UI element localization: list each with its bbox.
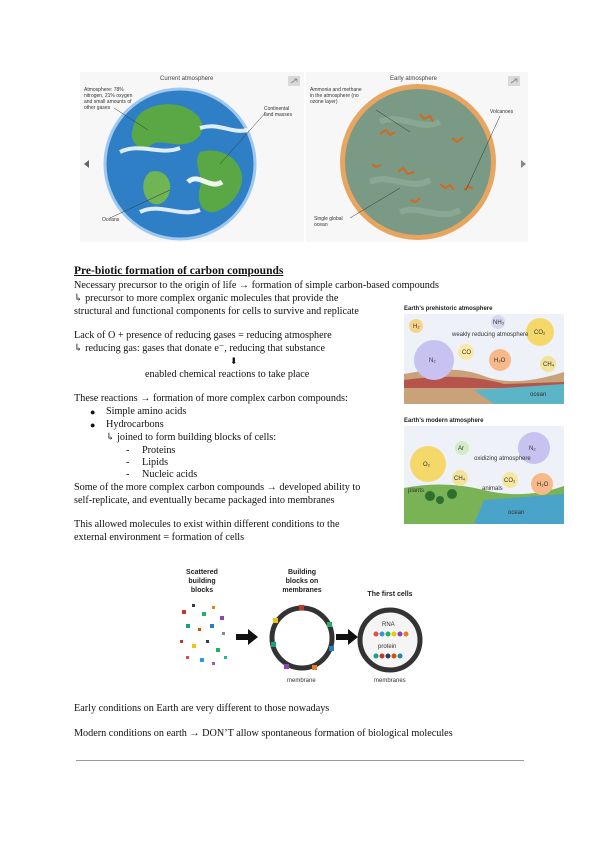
dash-item [126, 445, 176, 457]
gas-label: CH₄ [543, 362, 555, 368]
modern-atmosphere-figure [404, 426, 564, 524]
gas-label: H₂O [537, 482, 549, 488]
gas-label: CO [462, 350, 471, 356]
text-line: These reactions → formation of more complex carbon compounds: [74, 393, 348, 404]
volcanoes-label: Volcanoes [490, 109, 514, 115]
text-line: Some of the more complex carbon compounds → developed ability to [74, 482, 361, 493]
arrow-right-icon [236, 629, 258, 645]
text-line: external environment = formation of cells [74, 532, 245, 543]
scattered-blocks [180, 604, 227, 665]
gas-label: N₂ [529, 446, 536, 452]
text-line: Lack of O + presence of reducing gases = reducing atmosphere [74, 330, 332, 341]
bullet-text: Simple amino acids [106, 406, 187, 417]
text-line: This allowed molecules to exist within different conditions to the [74, 519, 340, 530]
text-line: self-replicate, and eventually became packaged into membranes [74, 495, 335, 506]
down-arrow-icon: ⬇ [230, 356, 238, 366]
dash-text: Nucleic acids [142, 469, 198, 480]
text-line: Necessary precursor to the origin of life → formation of simple carbon-based compounds [74, 280, 439, 291]
dash-icon: - [126, 469, 130, 480]
section-heading: Pre-biotic formation of carbon compounds [74, 265, 284, 277]
col1-line: building [188, 578, 216, 585]
gas-label: O₂ [423, 462, 430, 468]
col2-line: blocks on [285, 578, 319, 585]
rna-label: RNA [382, 622, 395, 628]
text-line: enabled chemical reactions to take place [145, 369, 310, 380]
divider [76, 760, 524, 761]
prehistoric-title: Earth's prehistoric atmosphere [404, 306, 493, 312]
bullet-icon: ● [90, 420, 96, 430]
nav-arrow-right-icon [521, 160, 526, 168]
col3-title: The first cells [367, 591, 413, 598]
gas-label: CH₄ [454, 476, 466, 482]
dash-icon: - [126, 445, 130, 456]
bullet-icon: ● [90, 407, 96, 417]
gas-label: Ar [458, 446, 464, 452]
text-line: Modern conditions on earth → DON’T allow spontaneous formation of biological molecules [74, 728, 453, 739]
text-line: structural and functional components for cells to survive and replicate [74, 306, 359, 317]
text-line: Early conditions on Earth are very different to those nowadays [74, 703, 330, 714]
dash-item [126, 469, 198, 481]
membrane-circle [272, 608, 332, 668]
col1-line: blocks [190, 587, 214, 594]
bullet-item [90, 406, 187, 419]
gas-label: CO₂ [504, 478, 516, 484]
membrane-label: membrane [287, 678, 316, 684]
gas-label: H₂ [413, 324, 420, 330]
modern-plants-label: plants [408, 488, 425, 494]
continental-land-label: Continental land masses [264, 106, 293, 118]
membranes-label: membranes [374, 678, 406, 684]
modern-animals-label: animals [482, 486, 503, 492]
arrow-right-icon [336, 629, 358, 645]
col2-line: membranes [282, 587, 322, 594]
col2-line: Building [288, 569, 316, 576]
nav-arrow-left-icon [84, 160, 89, 168]
current-atm-label: Atmosphere: 78% nitrogen, 21% oxygen and small amounts of other gases [84, 87, 133, 111]
modern-atm-label: oxidizing atmosphere [474, 456, 531, 462]
dash-icon: - [126, 457, 130, 468]
early-atm-label: Ammonia and methane in the atmosphere (no ozone layer) [310, 87, 362, 105]
dash-item [126, 457, 169, 469]
gas-label: H₂O [494, 358, 506, 364]
bullet-item [90, 419, 164, 432]
gas-label: CO₂ [534, 330, 546, 336]
prehistoric-atmosphere-figure [404, 314, 564, 404]
text-line: ↳ reducing gas: gases that donate e⁻, reducing that substance [74, 343, 325, 354]
single-global-ocean-label: Single global ocean [314, 216, 343, 228]
modern-ocean-label: ocean [508, 510, 525, 516]
prehistoric-ocean-label: ocean [530, 392, 547, 398]
oceans-label: Oceans [102, 217, 120, 223]
first-cells-figure [172, 562, 432, 692]
first-cell-circle [360, 610, 420, 670]
col1-line: Scattered [186, 569, 218, 576]
bullet-text: Hydrocarbons [106, 419, 164, 430]
protein-label: protein [378, 644, 397, 650]
current-atmosphere-title: Current atmosphere [160, 76, 214, 82]
early-atmosphere-title: Early atmosphere [390, 76, 438, 82]
modern-title: Earth's modern atmosphere [404, 418, 484, 424]
text-line: ↳ joined to form building blocks of cells: [106, 432, 277, 443]
dash-text: Proteins [142, 445, 176, 456]
prehistoric-atm-label: weakly reducing atmosphere [452, 332, 529, 338]
gas-label: N₂ [429, 358, 436, 364]
text-line: ↳ precursor to more complex organic molecules that provide the [74, 293, 339, 304]
dash-text: Lipids [142, 457, 169, 468]
gas-label: NH₃ [493, 320, 505, 326]
earth-comparison-figure [80, 72, 530, 242]
